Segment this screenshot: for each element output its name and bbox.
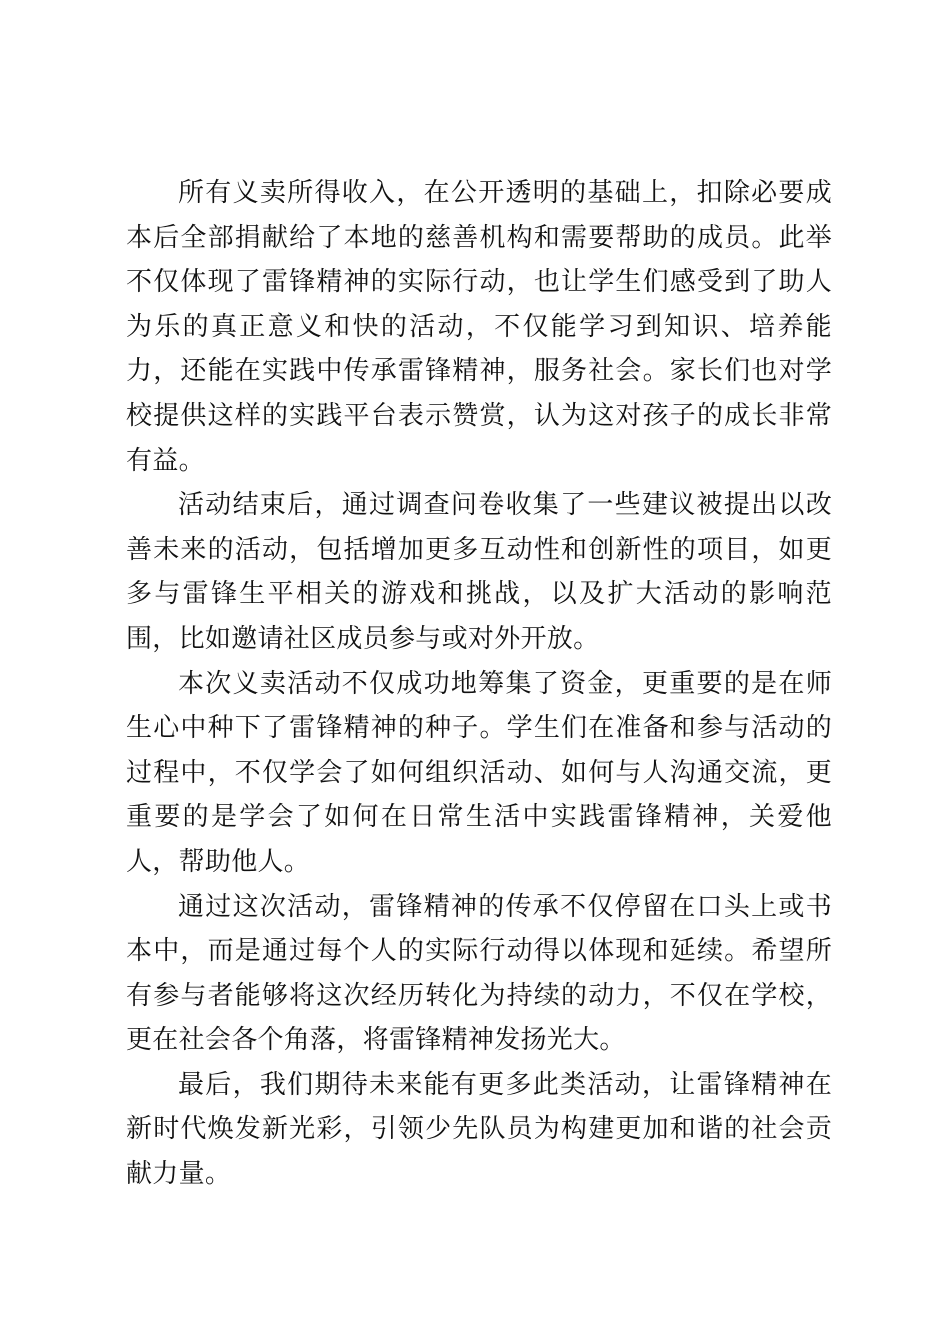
paragraph-3: 本次义卖活动不仅成功地筹集了资金，更重要的是在师生心中种下了雷锋精神的种子。学生们在准备和参与活动的过程中，不仅学会了如何组织活动、如何与人沟通交流，更重要的是学会了如何在日常生活中实践雷锋精神，关爱他人，帮助他人。: [126, 668, 832, 877]
paragraph-1: 所有义卖所得收入，在公开透明的基础上，扣除必要成本后全部捐献给了本地的慈善机构和需要帮助的成员。此举不仅体现了雷锋精神的实际行动，也让学生们感受到了助人为乐的真正意义和快的活动，不仅能学习到知识、培养能力，还能在实践中传承雷锋精神，服务社会。家长们也对学校提供这样的实践平台表示赞赏，认为这对孩子的成长非常有益。: [126, 178, 832, 476]
paragraph-5: 最后，我们期待未来能有更多此类活动，让雷锋精神在新时代焕发新光彩，引领少先队员为构建更加和谐的社会贡献力量。: [126, 1069, 832, 1190]
document-body: [126, 171, 832, 1197]
paragraph-4: 通过这次活动，雷锋精神的传承不仅停留在口头上或书本中，而是通过每个人的实际行动得以体现和延续。希望所有参与者能够将这次经历转化为持续的动力，不仅在学校，更在社会各个角落，将雷锋精神发扬光大。: [126, 891, 832, 1056]
paragraph-2: 活动结束后，通过调查问卷收集了一些建议被提出以改善未来的活动，包括增加更多互动性和创新性的项目，如更多与雷锋生平相关的游戏和挑战，以及扩大活动的影响范围，比如邀请社区成员参与或对外开放。: [126, 490, 832, 654]
